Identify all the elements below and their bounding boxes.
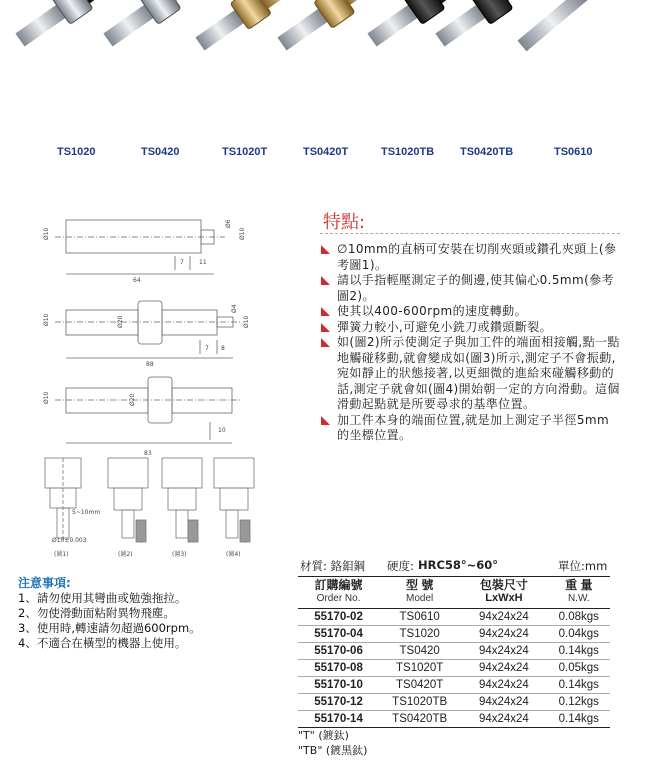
product-label: TS0420TB — [460, 146, 514, 158]
triangle-bullet-icon — [321, 338, 330, 347]
features-title: 特點: — [323, 212, 366, 233]
drawing-2-dim-b: 8 — [221, 345, 225, 352]
drawing-1-dim-a: 7 — [180, 259, 184, 266]
triangle-bullet-icon — [321, 276, 330, 285]
drawing-3-length: 83 — [144, 450, 152, 457]
drawing-3-mid: Ø20 — [129, 393, 136, 406]
drawing-1-dia: Ø10 — [43, 227, 50, 240]
table-row: 55170-12 TS1020TB 94x24x24 0.12kgs — [298, 694, 610, 711]
features-list — [321, 242, 621, 444]
note-item: 1、請勿使用其彎曲或勉強拖拉。 — [18, 591, 187, 605]
note-item: 3、使用時,轉速請勿超過600rpm。 — [18, 621, 201, 635]
hardness-label: 硬度: — [387, 559, 414, 573]
usage-figures — [45, 458, 254, 542]
drawing-3-dia: Ø10 — [43, 391, 50, 404]
note-item: 4、不適合在橫型的機器上使用。 — [18, 636, 187, 650]
feature-item: 請以手指輕壓測定子的側邊,使其偏心0.5mm(參考圖2)。 — [321, 273, 621, 304]
table-row: 55170-14 TS0420TB 94x24x24 0.14kgs — [298, 711, 610, 728]
feature-item: 使其以400-600rpm的速度轉動。 — [321, 304, 621, 320]
table-row: 55170-02 TS0610 94x24x24 0.08kgs — [298, 609, 610, 626]
drawing-2-length: 88 — [146, 361, 154, 368]
fig-1-caption: (圖1) — [54, 551, 69, 558]
fig-2-caption: (圖2) — [118, 551, 133, 558]
fig-4-caption: (圖4) — [226, 551, 241, 558]
col-pack: 包裝尺寸 LxWxH — [460, 577, 547, 609]
drawing-1-tip: Ø6 — [225, 219, 232, 228]
product-label: TS1020T — [222, 146, 268, 158]
triangle-bullet-icon — [321, 245, 330, 254]
features-divider — [320, 233, 620, 235]
product-label: TS0420 — [141, 146, 180, 158]
drawing-1-tip2: Ø10 — [239, 227, 246, 240]
drawing-2 — [55, 301, 240, 358]
usage-tol: Ø10±0.003 — [52, 537, 87, 544]
triangle-bullet-icon — [321, 416, 330, 425]
technical-drawings — [0, 200, 300, 560]
feature-item: 加工件本身的端面位置,就是加上測定子半徑5mm的坐標位置。 — [321, 413, 621, 444]
product-photos — [0, 0, 654, 165]
feature-item: 如(圖2)所示使測定子與加工件的端面相接觸,點一點地觸碰移動,就會變成如(圖3)所示,測定子不會振動,宛如靜止的狀態接著,以更細微的進給來碰觸移動的話,測定子就會如(圖4)開始朝一定的方向滑動。這個滑動起點就是所要尋求的基準位置。 — [321, 335, 621, 413]
drawing-2-dim-a: 7 — [205, 345, 209, 352]
col-order: 訂購編號 Order No. — [298, 577, 379, 609]
product-label: TS1020TB — [381, 146, 435, 158]
material-label: 材質: 鉻鉬鋼 — [300, 559, 366, 573]
usage-range: 5~10mm — [72, 509, 101, 516]
footnote-t: "T" (鍍鈦) — [298, 729, 349, 742]
triangle-bullet-icon — [321, 307, 330, 316]
product-illustrations — [0, 0, 654, 165]
drawing-1-length: 64 — [133, 277, 141, 284]
product-ts0610-image — [518, 0, 603, 51]
spec-table — [298, 576, 610, 728]
drawing-2-tip2: Ø10 — [243, 315, 250, 328]
product-label: TS0610 — [554, 146, 593, 158]
col-model: 型 號 Model — [379, 577, 460, 609]
triangle-bullet-icon — [321, 323, 330, 332]
col-weight: 重 量 N.W. — [548, 577, 610, 609]
feature-item: 彈簧力較小,可避免小銑刀或鑽頭斷裂。 — [321, 320, 621, 336]
product-label: TS0420T — [303, 146, 349, 158]
table-row: 55170-08 TS1020T 94x24x24 0.05kgs — [298, 660, 610, 677]
table-row: 55170-10 TS0420T 94x24x24 0.14kgs — [298, 677, 610, 694]
fig-3-caption: (圖3) — [172, 551, 187, 558]
drawing-3 — [55, 377, 240, 443]
hardness-value: HRC58°~60° — [418, 558, 499, 572]
unit-label: 單位:mm — [558, 559, 608, 573]
footnote-tb: "TB" (鍍黑鈦) — [298, 744, 368, 757]
notes-title: 注意事項: — [18, 576, 71, 590]
table-row: 55170-06 TS0420 94x24x24 0.14kgs — [298, 643, 610, 660]
drawing-1-dim-b: 11 — [199, 259, 207, 266]
note-item: 2、勿使滑動面粘附異物飛塵。 — [18, 606, 175, 620]
drawing-2-tip: Ø4 — [231, 304, 238, 313]
drawing-2-mid: Ø20 — [117, 315, 124, 328]
spec-header-row — [298, 577, 610, 609]
table-row: 55170-04 TS1020 94x24x24 0.04kgs — [298, 626, 610, 643]
drawing-3-dim-a: 10 — [218, 427, 226, 434]
product-label: TS1020 — [57, 146, 96, 158]
feature-item: ∅10mm的直柄可安裝在切削夾頭或鑽孔夾頭上(參考圖1)。 — [321, 242, 621, 273]
drawing-2-dia: Ø10 — [43, 313, 50, 326]
